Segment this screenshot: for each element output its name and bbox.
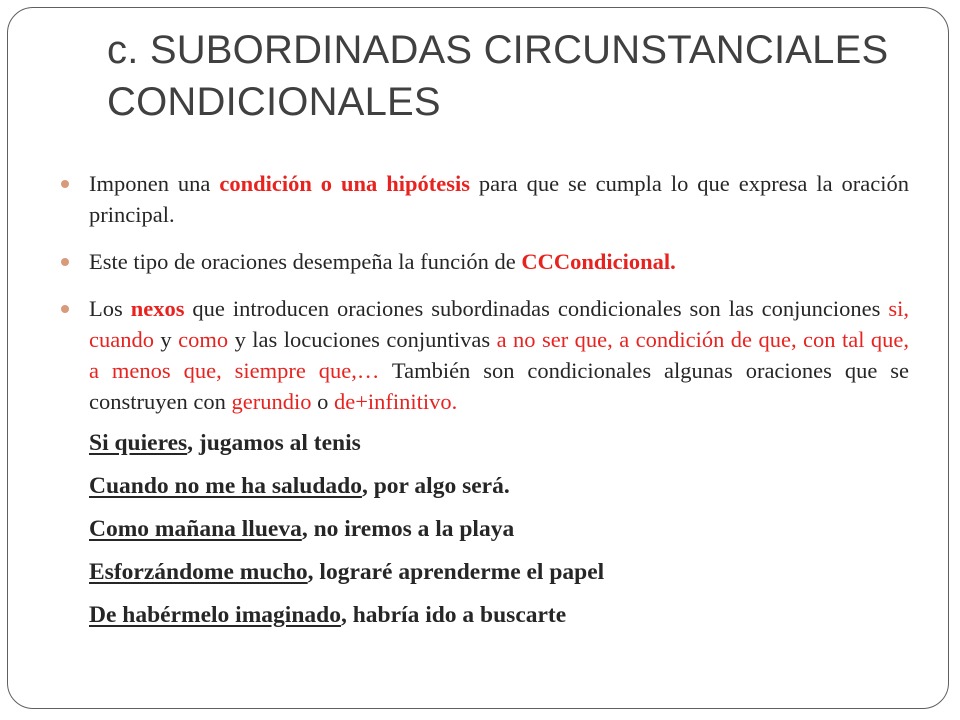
example-main: , no iremos a la playa bbox=[301, 516, 515, 542]
bullet-text: Los bbox=[89, 296, 131, 321]
example-sentence bbox=[89, 557, 909, 588]
bullet-dot-icon bbox=[61, 180, 69, 188]
highlight-text: si, cuando bbox=[89, 296, 909, 352]
highlight-text: de+infinitivo. bbox=[333, 389, 458, 414]
example-main: , lograré aprenderme el papel bbox=[307, 559, 605, 585]
example-sentence bbox=[89, 514, 909, 545]
example-sentence bbox=[89, 471, 909, 502]
title-line-2: CONDICIONALES bbox=[107, 80, 441, 124]
bullet-text: y bbox=[153, 327, 179, 352]
bullet-item-function bbox=[59, 246, 909, 277]
bullet-text: para que se cumpla lo que expresa la oración principal. bbox=[89, 171, 909, 227]
bullet-text: También son condicionales algunas oraciones que se construyen con bbox=[89, 358, 909, 414]
example-sentence bbox=[89, 600, 909, 631]
example-subordinate: Esforzándome mucho bbox=[89, 559, 308, 585]
highlight-text: como bbox=[178, 327, 229, 352]
example-main: , jugamos al tenis bbox=[187, 430, 361, 456]
bullet-text: que introducen oraciones subordinadas condicionales son las conjunciones bbox=[184, 296, 889, 321]
bullet-dot-icon bbox=[61, 305, 69, 313]
example-main: , habría ido a buscarte bbox=[340, 602, 567, 628]
example-subordinate: Cuando no me ha saludado bbox=[89, 473, 362, 499]
bullet-item-nexos bbox=[59, 293, 909, 417]
slide-content bbox=[59, 168, 909, 643]
bullet-text: Imponen una bbox=[89, 171, 220, 196]
highlight-text: nexos bbox=[130, 296, 185, 321]
bullet-item-condition bbox=[59, 168, 909, 230]
slide-title bbox=[107, 24, 927, 128]
example-sentence bbox=[89, 428, 909, 459]
highlight-text: a no ser que, a condición de que, con tal que, a menos que, siempre que,… bbox=[89, 327, 910, 383]
highlight-text: gerundio bbox=[231, 389, 312, 414]
example-list bbox=[59, 428, 909, 631]
example-subordinate: De habérmelo imaginado bbox=[89, 602, 341, 628]
highlight-text: CCCondicional. bbox=[521, 249, 676, 274]
example-main: , por algo será. bbox=[361, 473, 510, 499]
example-subordinate: Si quieres bbox=[89, 430, 188, 456]
bullet-dot-icon bbox=[61, 258, 69, 266]
bullet-text: o bbox=[311, 389, 334, 414]
bullet-text: y las locuciones conjuntivas bbox=[228, 327, 497, 352]
title-line-1: c. SUBORDINADAS CIRCUNSTANCIALES bbox=[107, 28, 889, 72]
example-subordinate: Como mañana llueva bbox=[89, 516, 302, 542]
highlight-text: condición o una hipótesis bbox=[219, 171, 470, 196]
bullet-text: Este tipo de oraciones desempeña la función de bbox=[89, 249, 522, 274]
